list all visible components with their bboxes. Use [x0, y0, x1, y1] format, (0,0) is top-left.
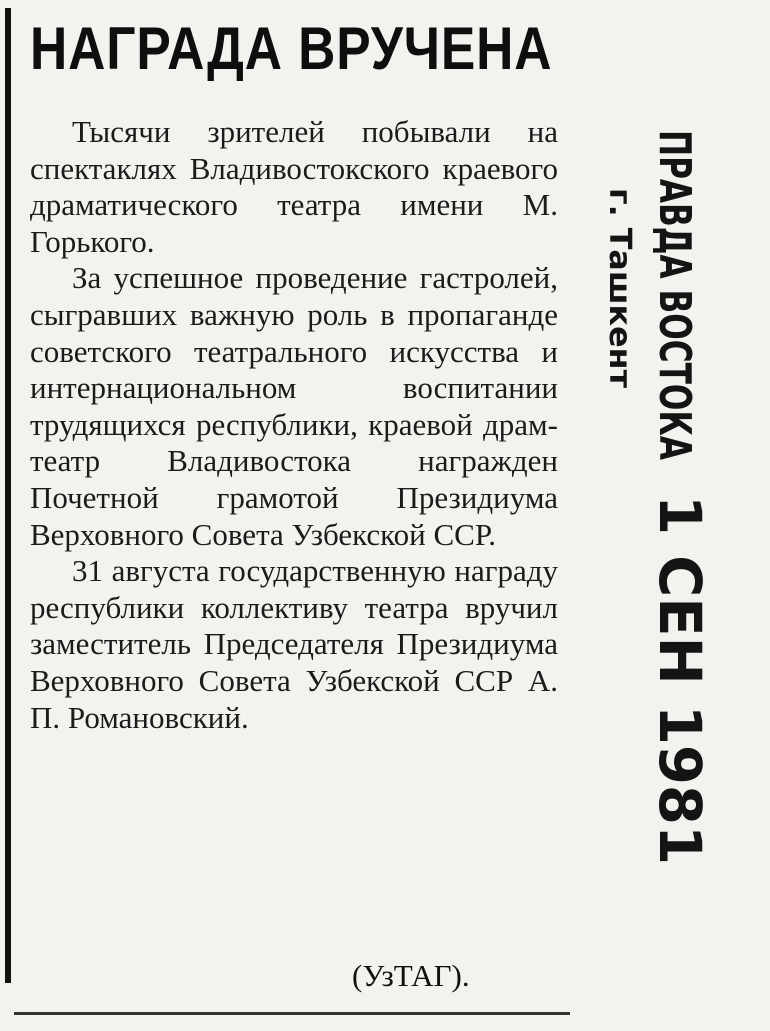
stamp-newspaper-name: ПРАВДА ВОСТОКА: [649, 130, 700, 596]
column-rule-bottom: [14, 1012, 570, 1015]
stamp-date: 1 СЕН 1981: [646, 495, 714, 868]
column-rule-left: [5, 8, 11, 983]
article-headline: НАГРАДА ВРУЧЕНА: [30, 15, 553, 82]
stamp-city: г. Ташкент: [602, 188, 637, 377]
archive-stamp: [582, 110, 752, 890]
archive-stamp-graphic: [582, 110, 752, 890]
article-paragraph-1: Тысячи зрителей побывали на спектаклях Владивостокского краевого драматического театра имени М. Горького.: [30, 114, 558, 259]
article-body: [30, 114, 558, 736]
news-agency-signature: (УзТАГ).: [352, 958, 470, 993]
article-paragraph-2: За успешное проведение гастролей, сыгравших важную роль в пропаганде советского театрального искусства и интернациональном воспитании трудящихся республики, краевой драмтеатр Владивостока награжден Почетной грамотой Президиума Верховного Совета Узбекской ССР.: [30, 260, 558, 552]
article-paragraph-3: 31 августа государственную награду республики коллективу театра вручил заместитель Председателя Президиума Верховного Совета Узбекской ССР А. П. Романовский.: [30, 553, 558, 735]
